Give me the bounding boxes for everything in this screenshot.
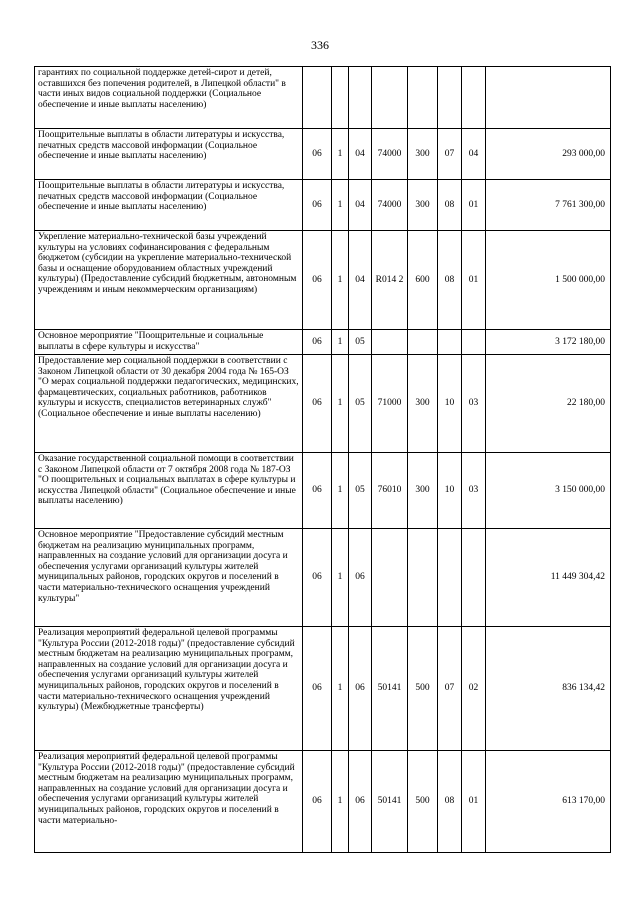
- cell-subprogram: [332, 67, 349, 129]
- cell-subdivision: [462, 330, 486, 355]
- cell-subdivision: 01: [462, 751, 486, 853]
- cell-activity: 05: [349, 355, 372, 453]
- cell-amount: 293 000,00: [486, 129, 611, 180]
- cell-subprogram: 1: [332, 180, 349, 231]
- cell-section: 06: [303, 330, 332, 355]
- cell-subdivision: 03: [462, 453, 486, 529]
- row-name: гарантиях по социальной поддержке детей-сирот и детей, оставшихся без попечения родителей, в Липецкой области" в части иных видов социальной поддержки (Социальное обеспечение и иные выплаты населению): [35, 67, 303, 129]
- cell-code: 76010: [372, 453, 408, 529]
- cell-section: 06: [303, 180, 332, 231]
- cell-subdivision: 03: [462, 355, 486, 453]
- cell-activity: 06: [349, 751, 372, 853]
- cell-activity: 06: [349, 627, 372, 751]
- cell-division: [438, 529, 462, 627]
- cell-section: 06: [303, 355, 332, 453]
- row-name: Поощрительные выплаты в области литературы и искусства, печатных средств массовой информации (Социальное обеспечение и иные выплаты населению): [35, 129, 303, 180]
- budget-table: [34, 66, 611, 853]
- cell-activity: [349, 67, 372, 129]
- cell-expense-type: [408, 67, 438, 129]
- cell-code: 71000: [372, 355, 408, 453]
- row-name: Предоставление мер социальной поддержки в соответствии с Законом Липецкой области от 30 декабря 2004 года № 165-ОЗ "О мерах социальной поддержки педагогических, медицинских, фармацевтических, социальных работников, работников культуры и искусств, специалистов ветеринарных служб" (Социальное обеспечение и иные выплаты населению): [35, 355, 303, 453]
- table-row: [35, 627, 611, 751]
- cell-expense-type: 600: [408, 231, 438, 330]
- cell-division: 10: [438, 453, 462, 529]
- cell-expense-type: 300: [408, 129, 438, 180]
- cell-amount: 3 172 180,00: [486, 330, 611, 355]
- cell-subprogram: 1: [332, 453, 349, 529]
- cell-subdivision: 04: [462, 129, 486, 180]
- cell-subdivision: 01: [462, 231, 486, 330]
- cell-code: [372, 529, 408, 627]
- table-row: [35, 67, 611, 129]
- row-name: Укрепление материально-технической базы учреждений культуры на условиях софинансирования с федеральным бюджетом (субсидии на укрепление материально-технической базы и оснащение оборудованием областных учреждений культуры) (Предоставление субсидий бюджетным, автономным учреждениям и иным некоммерческим организациям): [35, 231, 303, 330]
- cell-amount: 613 170,00: [486, 751, 611, 853]
- cell-division: 10: [438, 355, 462, 453]
- cell-section: 06: [303, 627, 332, 751]
- cell-amount: 836 134,42: [486, 627, 611, 751]
- table-row: [35, 529, 611, 627]
- table-row: [35, 355, 611, 453]
- row-name: Основное мероприятие "Поощрительные и социальные выплаты в сфере культуры и искусства": [35, 330, 303, 355]
- cell-activity: 04: [349, 129, 372, 180]
- cell-activity: 04: [349, 231, 372, 330]
- row-name: Поощрительные выплаты в области литературы и искусства, печатных средств массовой информации (Социальное обеспечение и иные выплаты населению): [35, 180, 303, 231]
- cell-expense-type: [408, 330, 438, 355]
- cell-expense-type: 500: [408, 627, 438, 751]
- cell-activity: 05: [349, 330, 372, 355]
- cell-section: [303, 67, 332, 129]
- cell-section: 06: [303, 231, 332, 330]
- table-row: [35, 129, 611, 180]
- cell-expense-type: 300: [408, 453, 438, 529]
- cell-code: 74000: [372, 129, 408, 180]
- cell-division: 07: [438, 627, 462, 751]
- cell-section: 06: [303, 453, 332, 529]
- cell-subprogram: 1: [332, 751, 349, 853]
- table-row: [35, 180, 611, 231]
- cell-amount: 22 180,00: [486, 355, 611, 453]
- cell-subprogram: 1: [332, 129, 349, 180]
- cell-amount: 3 150 000,00: [486, 453, 611, 529]
- cell-section: 06: [303, 751, 332, 853]
- cell-subdivision: 01: [462, 180, 486, 231]
- row-name: Оказание государственной социальной помощи в соответствии с Законом Липецкой области от 7 октября 2008 года № 187-ОЗ "О поощрительных и социальных выплатах в сфере культуры и искусства Липецкой области" (Социальное обеспечение и иные выплаты населению): [35, 453, 303, 529]
- row-name: Реализация мероприятий федеральной целевой программы "Культура России (2012-2018 годы)" (предоставление субсидий местным бюджетам на реализацию муниципальных программ, направленных на создание условий для организации досуга и обеспечения услугами организаций культуры жителей муниципальных районов, городских округов и поселений в части материально-технического оснащения учреждений культуры) (Межбюджетные трансферты): [35, 627, 303, 751]
- cell-amount: [486, 67, 611, 129]
- cell-subprogram: 1: [332, 231, 349, 330]
- cell-code: 50141: [372, 627, 408, 751]
- cell-expense-type: 500: [408, 751, 438, 853]
- cell-subdivision: [462, 529, 486, 627]
- cell-subdivision: [462, 67, 486, 129]
- table-row: [35, 330, 611, 355]
- cell-subprogram: 1: [332, 529, 349, 627]
- cell-subprogram: 1: [332, 355, 349, 453]
- page-number: 336: [311, 38, 329, 52]
- table-row: [35, 751, 611, 853]
- cell-activity: 06: [349, 529, 372, 627]
- cell-section: 06: [303, 129, 332, 180]
- table-row: [35, 231, 611, 330]
- cell-code: [372, 67, 408, 129]
- cell-activity: 05: [349, 453, 372, 529]
- cell-expense-type: 300: [408, 180, 438, 231]
- cell-division: 08: [438, 751, 462, 853]
- cell-division: [438, 330, 462, 355]
- cell-division: 07: [438, 129, 462, 180]
- cell-code: 50141: [372, 751, 408, 853]
- cell-activity: 04: [349, 180, 372, 231]
- cell-section: 06: [303, 529, 332, 627]
- cell-amount: 7 761 300,00: [486, 180, 611, 231]
- cell-subprogram: 1: [332, 330, 349, 355]
- cell-division: 08: [438, 180, 462, 231]
- cell-amount: 1 500 000,00: [486, 231, 611, 330]
- cell-code: [372, 330, 408, 355]
- table-row: [35, 453, 611, 529]
- cell-amount: 11 449 304,42: [486, 529, 611, 627]
- cell-subprogram: 1: [332, 627, 349, 751]
- cell-subdivision: 02: [462, 627, 486, 751]
- cell-code: R014 2: [372, 231, 408, 330]
- cell-expense-type: [408, 529, 438, 627]
- cell-expense-type: 300: [408, 355, 438, 453]
- cell-division: [438, 67, 462, 129]
- row-name: Реализация мероприятий федеральной целевой программы "Культура России (2012-2018 годы)" (предоставление субсидий местным бюджетам на реализацию муниципальных программ, направленных на создание условий для организации досуга и обеспечения услугами организаций культуры жителей муниципальных районов, городских округов и поселений в части материально-: [35, 751, 303, 853]
- cell-code: 74000: [372, 180, 408, 231]
- cell-division: 08: [438, 231, 462, 330]
- row-name: Основное мероприятие "Предоставление субсидий местным бюджетам на реализацию муниципальных программ, направленных на создание условий для организации досуга и обеспечения услугами организаций культуры жителей муниципальных районов, городских округов и поселений в части материально-технического оснащения учреждений культуры": [35, 529, 303, 627]
